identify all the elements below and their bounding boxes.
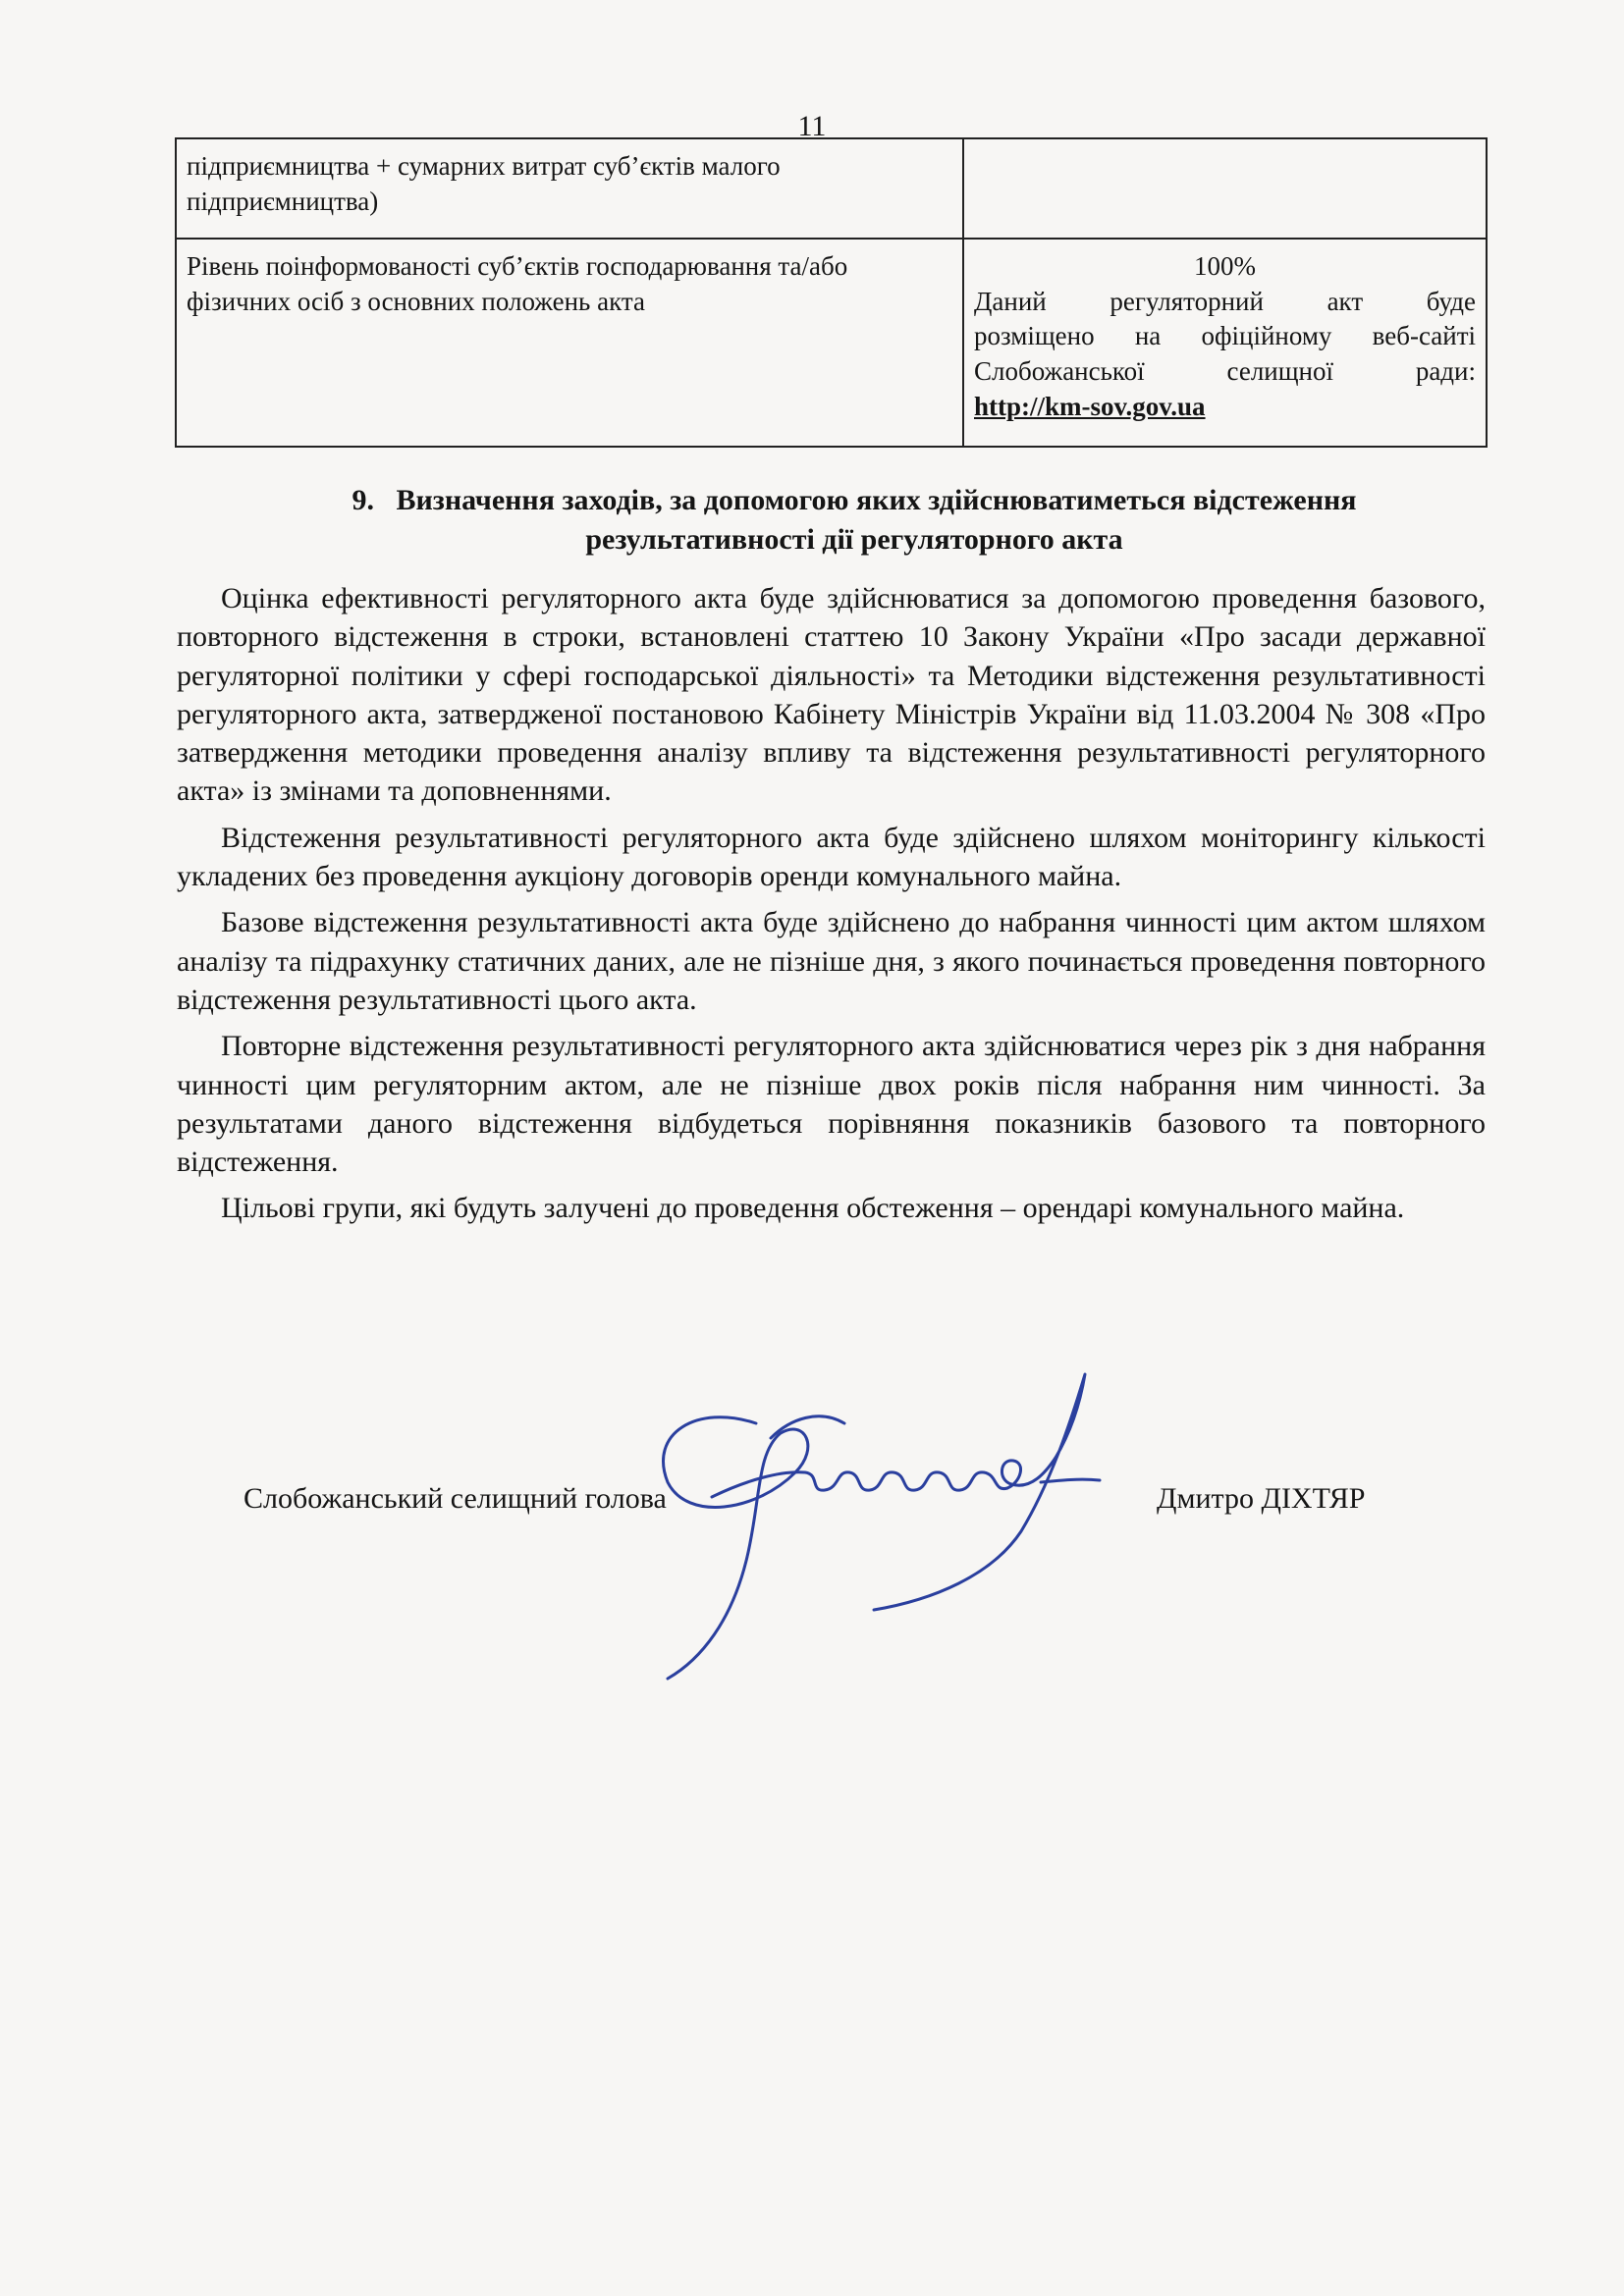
handwritten-signature — [609, 1364, 1110, 1698]
note-line: розміщено на офіційному веб-сайті — [974, 321, 1476, 351]
paragraph: Повторне відстеження результативності регуляторного акта здійснюватися через рік з дня набрання чинності цим регуляторним актом, але не пізніше двох років після набрання ним чинності. За результатами даного відстеження відбудеться порівняння показників базового та повторного відстеження. — [177, 1030, 1486, 1179]
table-cell-value — [963, 138, 1487, 239]
note-line: Даний регуляторний акт буде — [974, 286, 1476, 316]
paragraph: Цільові групи, які будуть залучені до проведення обстеження – орендарі комунального майна. — [221, 1192, 1405, 1225]
paragraph: Базове відстеження результативності акта буде здійснено до набрання чинності цим актом шляхом аналізу та підрахунку статичних даних, але не пізніше дня, з якого починається проведення повторного відстеження результативності цього акта. — [177, 906, 1486, 1016]
section-number: 9. — [352, 484, 374, 516]
section-body — [177, 579, 1486, 1236]
signatory-title: Слобожанський селищний голова — [244, 1482, 667, 1515]
percent-value: 100% — [1194, 251, 1256, 281]
page-number: 11 — [797, 110, 827, 142]
table-row — [176, 239, 1487, 447]
signatory-name: Дмитро ДІХТЯР — [1157, 1482, 1366, 1515]
info-table — [175, 137, 1488, 448]
website-link[interactable]: http://km-sov.gov.ua — [974, 391, 1206, 421]
table-cell-value — [963, 239, 1487, 447]
note-line: Слобожанської селищної ради: — [974, 355, 1476, 386]
section-heading — [275, 481, 1434, 559]
paragraph: Відстеження результативності регуляторного акта буде здійснено шляхом моніторингу кількості укладених без проведення аукціону договорів оренди комунального майна. — [177, 821, 1486, 893]
table-row — [176, 138, 1487, 239]
paragraph: Оцінка ефективності регуляторного акта буде здійснюватися за допомогою проведення базового, повторного відстеження в строки, встановлені статтею 10 Закону України «Про засади державної регуляторної політики у сфері господарської діяльності» та Методики відстеження результативності регуляторного акта, затвердженої постановою Кабінету Міністрів України від 11.03.2004 № 308 «Про затвердження методики проведення аналізу впливу та відстеження результативності регуляторного акта» із змінами та доповненнями. — [177, 582, 1486, 808]
section-title-line1: Визначення заходів, за допомогою яких здійснюватиметься відстеження — [396, 484, 1357, 516]
section-title-line2: результативності дії регуляторного акта — [585, 522, 1123, 556]
table-cell-description: підприємництва + сумарних витрат суб’єктів малого підприємництва) — [176, 138, 963, 239]
table-cell-description: Рівень поінформованості суб’єктів господарювання та/або фізичних осіб з основних положень акта — [176, 239, 963, 447]
